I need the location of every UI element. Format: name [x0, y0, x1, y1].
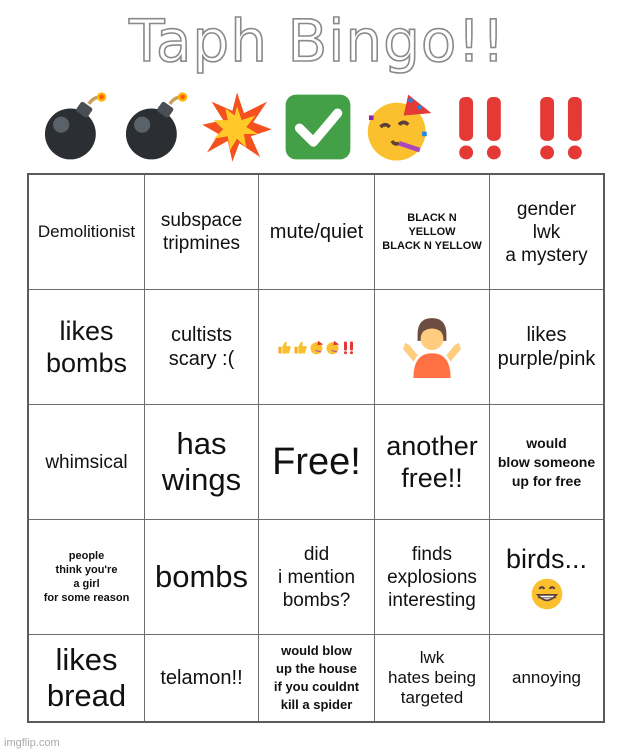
bingo-board: [27, 173, 605, 723]
emoji-sequence: [277, 340, 356, 355]
bingo-cell-birds[interactable]: [490, 520, 603, 635]
bingo-cell[interactable]: finds explosions interesting: [375, 520, 490, 635]
bingo-cell[interactable]: has wings: [145, 405, 259, 520]
thumbs-up-icon: [277, 340, 292, 355]
person-shrugging-icon: [399, 314, 465, 380]
check-mark-button-icon: [281, 90, 355, 164]
bingo-cell[interactable]: lwk hates being targeted: [375, 635, 490, 721]
bingo-cell[interactable]: Demolitionist: [29, 175, 145, 290]
bingo-cell[interactable]: BLACK N YELLOW BLACK N YELLOW: [375, 175, 490, 290]
double-exclamation-mark-icon: [341, 340, 356, 355]
bingo-cell-label: birds...: [505, 544, 588, 574]
bingo-cell[interactable]: bombs: [145, 520, 259, 635]
bingo-cell-shrug[interactable]: [375, 290, 490, 405]
bingo-cell[interactable]: would blow up the house if you couldnt kill a spider: [259, 635, 375, 721]
bingo-cell[interactable]: another free!!: [375, 405, 490, 520]
bingo-cell-emoji-sequence[interactable]: [259, 290, 375, 405]
bingo-cell[interactable]: gender lwk a mystery: [490, 175, 603, 290]
bingo-cell[interactable]: people think you're a girl for some reason: [29, 520, 145, 635]
header-emoji-row: [38, 88, 598, 166]
double-exclamation-mark-icon: [443, 90, 517, 164]
bingo-cell[interactable]: likes bombs: [29, 290, 145, 405]
bingo-title: Taph Bingo!!: [129, 7, 506, 75]
thumbs-up-icon: [293, 340, 308, 355]
bingo-cell[interactable]: telamon!!: [145, 635, 259, 721]
double-exclamation-mark-icon: [524, 90, 598, 164]
bingo-cell[interactable]: annoying: [511, 668, 581, 687]
bingo-cell[interactable]: would blow someone up for free: [490, 405, 603, 520]
bingo-cell[interactable]: did i mention bombs?: [259, 520, 375, 635]
partying-face-icon: [309, 340, 324, 355]
collision-icon: [200, 90, 274, 164]
bingo-cell[interactable]: subspace tripmines: [145, 175, 259, 290]
bomb-icon: [38, 90, 112, 164]
bomb-icon: [119, 90, 193, 164]
cell-content: [506, 543, 587, 611]
watermark: imgflip.com: [4, 737, 60, 749]
bingo-cell[interactable]: likes purple/pink: [490, 290, 603, 405]
bingo-cell[interactable]: whimsical: [29, 405, 145, 520]
bingo-free-space[interactable]: Free!: [259, 405, 375, 520]
partying-face-icon: [362, 90, 436, 164]
grinning-face-icon: [530, 577, 564, 611]
bingo-cell[interactable]: cultists scary :(: [145, 290, 259, 405]
bingo-cell[interactable]: mute/quiet: [259, 175, 375, 290]
bingo-cell[interactable]: likes bread: [29, 635, 145, 721]
partying-face-icon: [325, 340, 340, 355]
